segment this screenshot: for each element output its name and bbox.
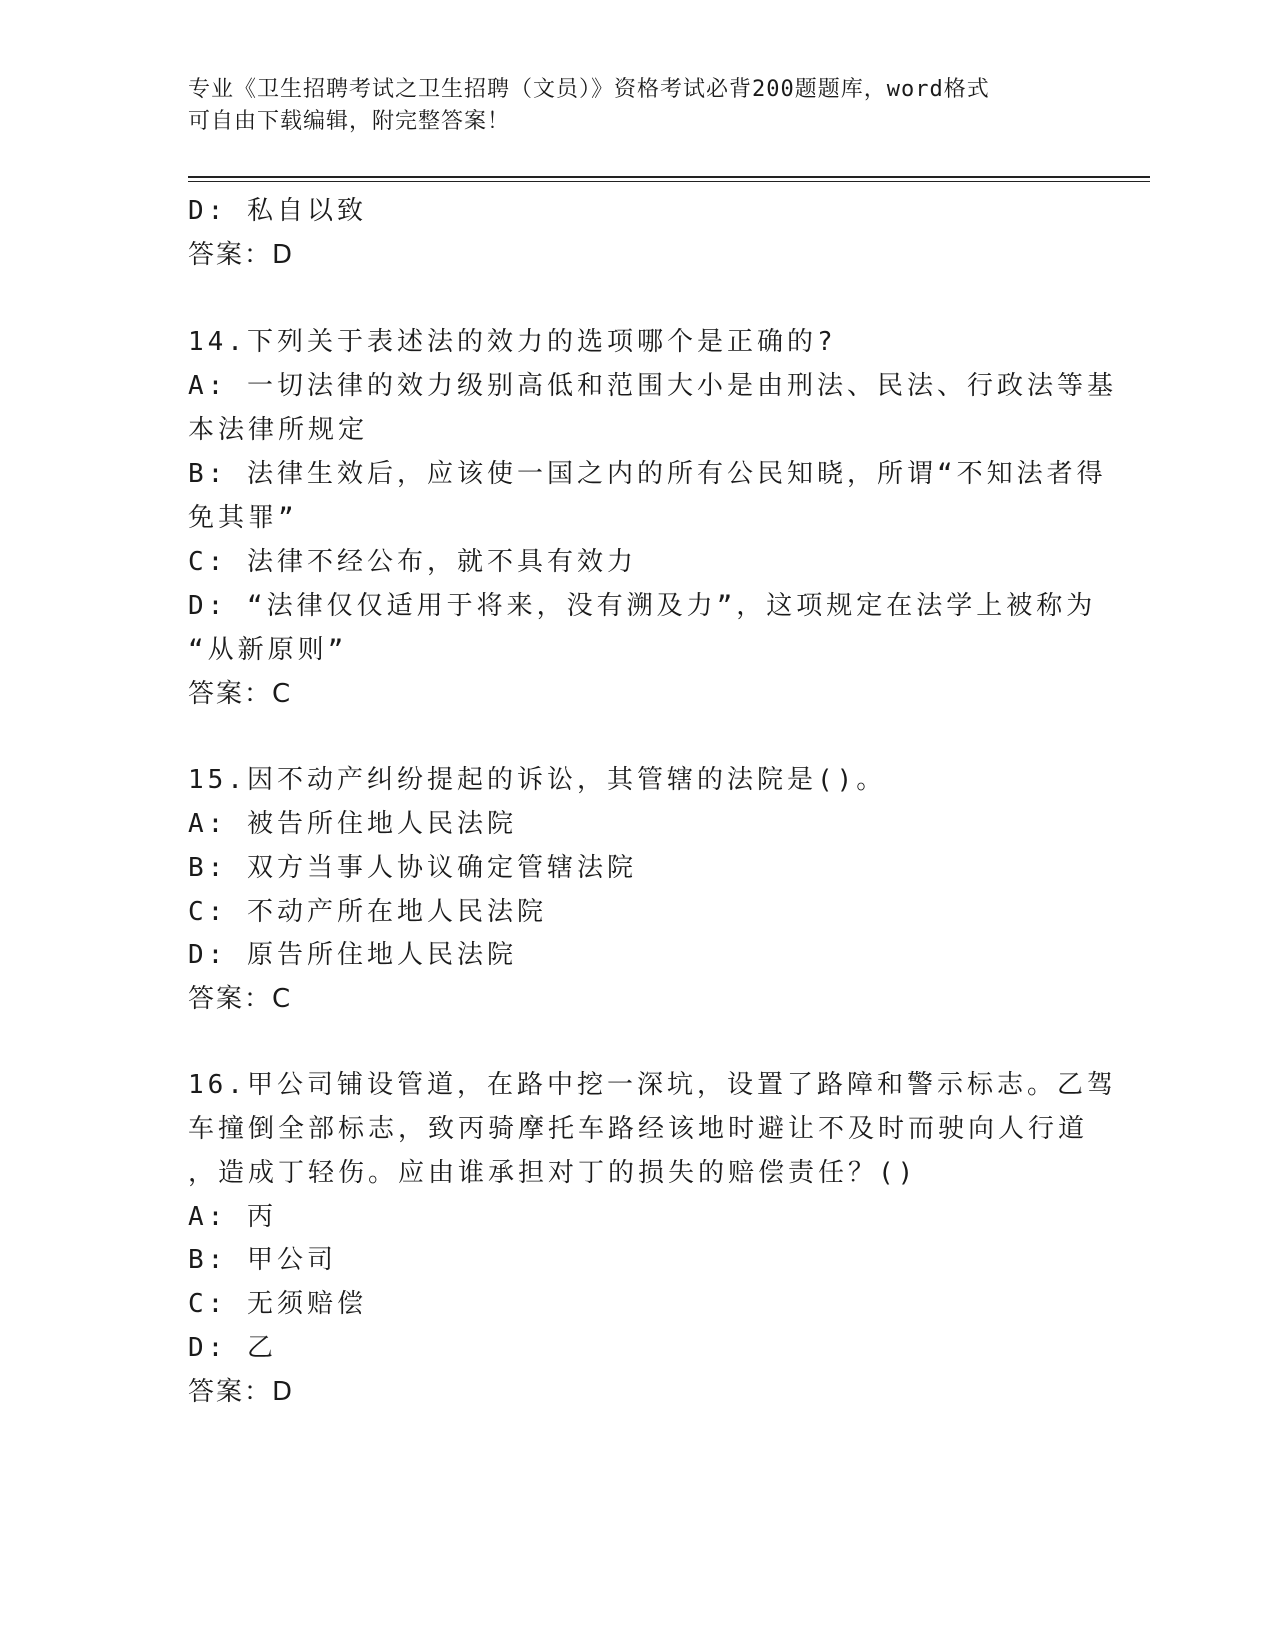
answer-line: 答案：D [188, 240, 295, 270]
text-line: 免其罪” [188, 503, 298, 533]
text-line: 本法律所规定 [188, 415, 369, 445]
answer-line: 答案：C [188, 984, 293, 1014]
text-line: A: 一切法律的效力级别高低和范围大小是由刑法、民法、行政法等基 [188, 371, 1117, 401]
text-line: A: 丙 [188, 1202, 277, 1232]
answer-line: 答案：D [188, 1377, 295, 1407]
header-divider-thin [188, 181, 1150, 182]
text-line: B: 甲公司 [188, 1245, 337, 1275]
header-line-2: 可自由下载编辑，附完整答案！ [188, 109, 511, 134]
text-line: A: 被告所住地人民法院 [188, 809, 517, 839]
text-line: B: 双方当事人协议确定管辖法院 [188, 853, 637, 883]
text-line: 车撞倒全部标志，致丙骑摩托车路经该地时避让不及时而驶向人行道 [188, 1114, 1089, 1144]
text-line: C: 法律不经公布，就不具有效力 [188, 547, 637, 577]
answer-line: 答案：C [188, 679, 293, 709]
text-line: D: 原告所住地人民法院 [188, 940, 517, 970]
text-line: B: 法律生效后，应该使一国之内的所有公民知晓，所谓“不知法者得 [188, 459, 1107, 489]
text-line: D: 乙 [188, 1333, 277, 1363]
text-line: 15.因不动产纠纷提起的诉讼，其管辖的法院是()。 [188, 765, 887, 795]
text-line: C: 不动产所在地人民法院 [188, 897, 547, 927]
document-header [188, 74, 1068, 138]
text-line: 16.甲公司铺设管道，在路中挖一深坑，设置了路障和警示标志。乙驾 [188, 1070, 1117, 1100]
text-line: ，造成丁轻伤。应由谁承担对丁的损失的赔偿责任？() [188, 1158, 918, 1188]
text-line: C: 无须赔偿 [188, 1289, 367, 1319]
text-line: “从新原则” [188, 635, 348, 665]
header-divider-thick [188, 176, 1150, 178]
header-line-1: 专业《卫生招聘考试之卫生招聘（文员）》资格考试必背200题题库，word格式 [188, 77, 990, 102]
text-line: D: 私自以致 [188, 196, 367, 226]
text-line: D: “法律仅仅适用于将来，没有溯及力”，这项规定在法学上被称为 [188, 591, 1097, 621]
text-line: 14.下列关于表述法的效力的选项哪个是正确的? [188, 327, 837, 357]
